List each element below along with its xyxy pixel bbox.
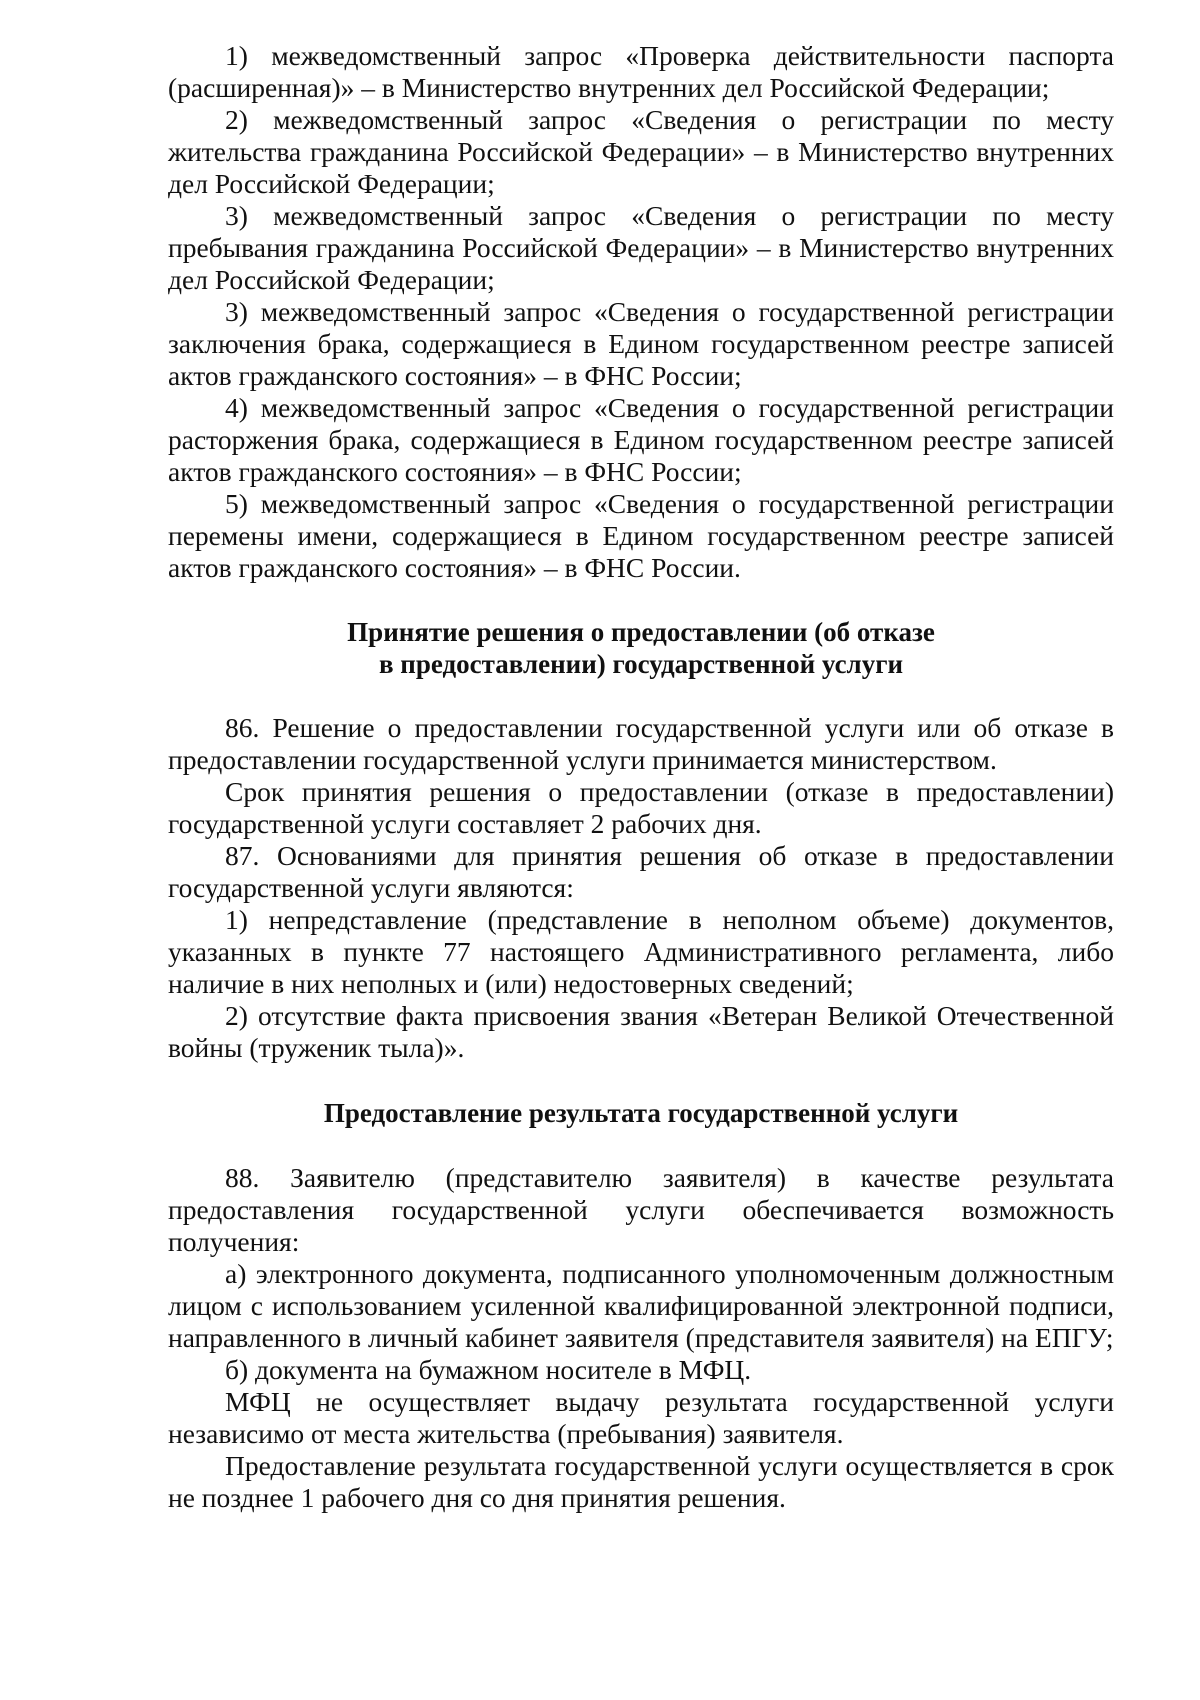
section-heading-decision-line2: в предоставлении) государственной услуги	[378, 649, 904, 679]
refusal-ground-1: 1) непредставление (представление в неполном объеме) документов, указанных в пункте 77 настоящего Административного регламента, либо наличие в них неполных и (или) недостоверных сведений;	[168, 904, 1114, 999]
document-page	[168, 40, 1114, 1514]
spacer	[168, 1064, 1114, 1097]
paragraph-88: 88. Заявителю (представителю заявителя) в качестве результата предоставления государственной услуги обеспечивается возможность получения:	[168, 1162, 1114, 1257]
section-heading-decision-line1: Принятие решения о предоставлении (об отказе	[347, 617, 935, 647]
spacer	[168, 584, 1114, 616]
paragraph-decision-term: Срок принятия решения о предоставлении (отказе в предоставлении) государственной услуги составляет 2 рабочих дня.	[168, 776, 1114, 839]
section-heading-result: Предоставление результата государственной услуги	[323, 1098, 959, 1128]
intro-item-2: 2) межведомственный запрос «Сведения о регистрации по месту жительства гражданина Российской Федерации» – в Министерство внутренних дел Российской Федерации;	[168, 104, 1114, 199]
paragraph-87: 87. Основаниями для принятия решения об отказе в предоставлении государственной услуги являются:	[168, 840, 1114, 903]
paragraph-result-term: Предоставление результата государственной услуги осуществляется в срок не позднее 1 рабочего дня со дня принятия решения.	[168, 1450, 1114, 1513]
intro-item-5: 4) межведомственный запрос «Сведения о государственной регистрации расторжения брака, содержащиеся в Едином государственном реестре записей актов гражданского состояния» – в ФНС России;	[168, 392, 1114, 487]
intro-item-6: 5) межведомственный запрос «Сведения о государственной регистрации перемены имени, содержащиеся в Едином государственном реестре записей актов гражданского состояния» – в ФНС России.	[168, 488, 1114, 583]
intro-item-1: 1) межведомственный запрос «Проверка действительности паспорта (расширенная)» – в Министерство внутренних дел Российской Федерации;	[168, 40, 1114, 103]
intro-item-4: 3) межведомственный запрос «Сведения о государственной регистрации заключения брака, содержащиеся в Едином государственном реестре записей актов гражданского состояния» – в ФНС России;	[168, 296, 1114, 391]
result-option-a: а) электронного документа, подписанного уполномоченным должностным лицом с использованием усиленной квалифицированной электронной подписи, направленного в личный кабинет заявителя (представителя заявителя) на ЕПГУ;	[168, 1258, 1114, 1353]
spacer	[168, 1129, 1114, 1162]
spacer	[168, 680, 1114, 712]
intro-item-3: 3) межведомственный запрос «Сведения о регистрации по месту пребывания гражданина Российской Федерации» – в Министерство внутренних дел Российской Федерации;	[168, 200, 1114, 295]
result-option-b: б) документа на бумажном носителе в МФЦ.	[225, 1354, 752, 1385]
paragraph-mfc-note: МФЦ не осуществляет выдачу результата государственной услуги независимо от места жительства (пребывания) заявителя.	[168, 1386, 1114, 1449]
refusal-ground-2: 2) отсутствие факта присвоения звания «Ветеран Великой Отечественной войны (труженик тыла)».	[168, 1000, 1114, 1063]
paragraph-86: 86. Решение о предоставлении государственной услуги или об отказе в предоставлении государственной услуги принимается министерством.	[168, 712, 1114, 775]
section-heading-decision	[168, 616, 1114, 680]
